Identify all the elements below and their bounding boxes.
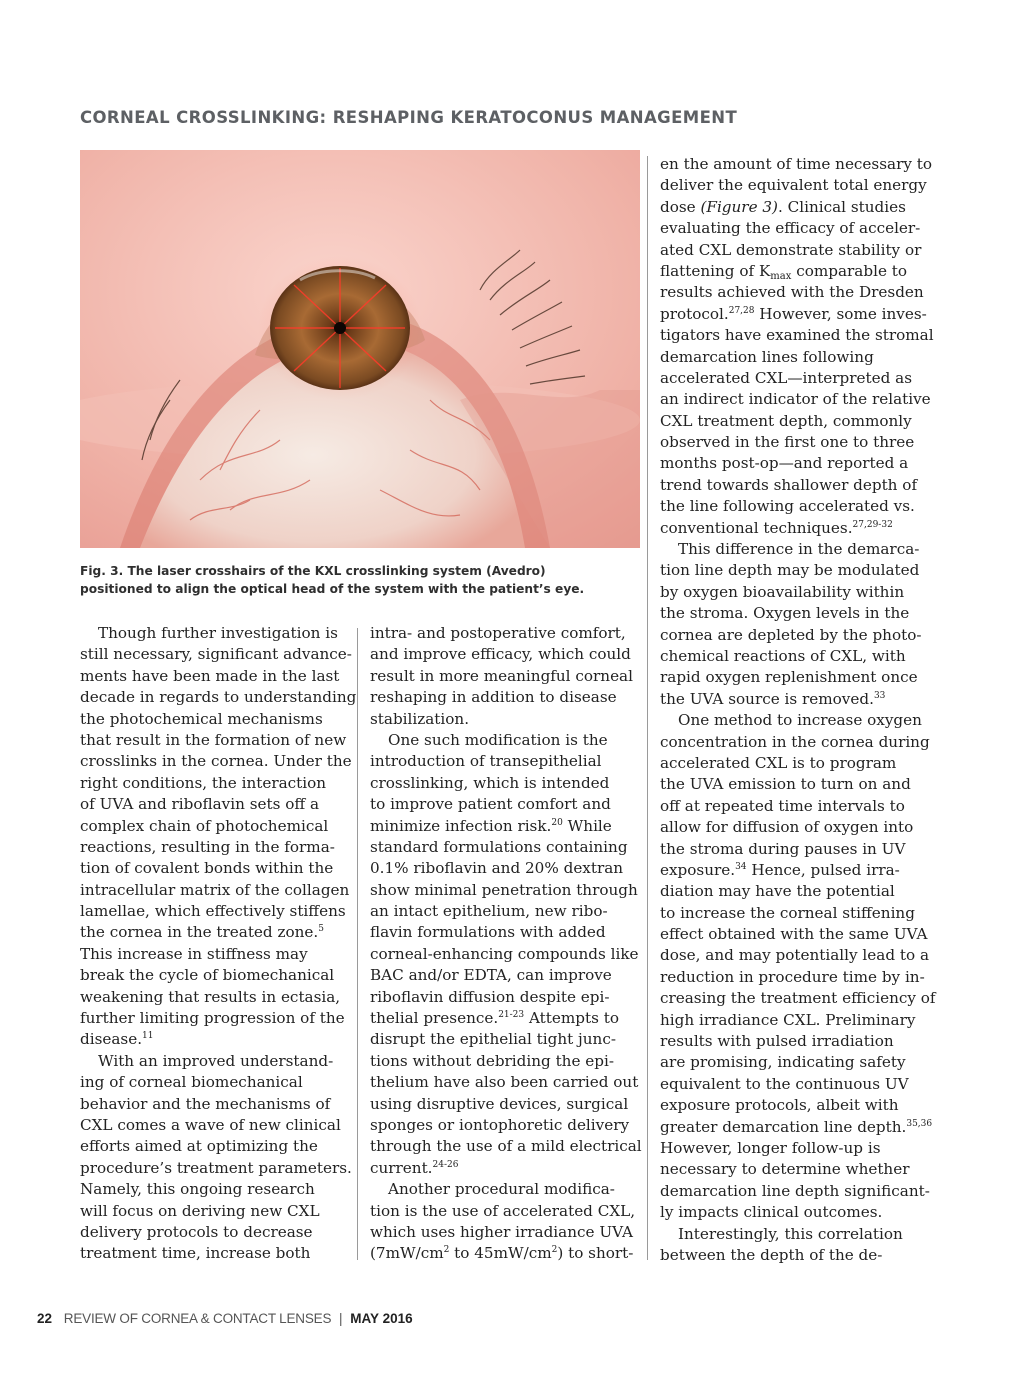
text-line	[80, 644, 352, 665]
text-line	[660, 1095, 932, 1116]
text-line	[80, 1136, 352, 1157]
line-text: 0.1% riboflavin and 20% dextran	[370, 859, 624, 878]
line-text: cornea are depleted by the photo-	[660, 625, 922, 644]
line-text: result in more meaningful corneal	[370, 666, 633, 685]
line-text: effect obtained with the same UVA	[660, 925, 928, 944]
line-text: CXL comes a wave of new clinical	[80, 1115, 341, 1134]
text-line	[660, 1202, 932, 1223]
line-text: Hence, pulsed irra-	[746, 860, 900, 879]
text-line	[660, 625, 932, 646]
line-text: will focus on deriving new CXL	[80, 1201, 320, 1220]
line-text: current.	[370, 1158, 433, 1177]
eye-photo-figure	[80, 150, 640, 548]
line-text: ly impacts clinical outcomes.	[660, 1203, 883, 1222]
line-text: tigators have examined the stromal	[660, 326, 934, 345]
text-line	[370, 901, 642, 922]
text-line	[660, 796, 932, 817]
text-line	[80, 1222, 352, 1243]
text-line	[660, 411, 932, 432]
line-text: greater demarcation line depth.	[660, 1117, 907, 1136]
text-line	[660, 1245, 932, 1266]
text-line	[370, 816, 642, 837]
line-text: the photochemical mechanisms	[80, 709, 323, 728]
text-line	[370, 837, 642, 858]
line-text: further limiting progression of the	[80, 1009, 345, 1028]
line-text: dose	[660, 197, 701, 216]
text-line	[80, 794, 352, 815]
text-line	[370, 751, 642, 772]
text-line	[370, 1179, 642, 1200]
line-text: weakening that results in ectasia,	[80, 987, 341, 1006]
line-text: tion line depth may be modulated	[660, 561, 920, 580]
text-line	[660, 646, 932, 667]
text-line	[370, 1136, 642, 1157]
text-line	[370, 709, 642, 730]
line-text: through the use of a mild electrical	[370, 1137, 642, 1156]
line-text: tion is the use of accelerated CXL,	[370, 1201, 636, 1220]
line-text: an indirect indicator of the relative	[660, 390, 931, 409]
line-text: concentration in the cornea during	[660, 732, 930, 751]
line-text: Though further investigation is	[98, 624, 338, 642]
line-text: disease.	[80, 1030, 143, 1049]
line-text: off at repeated time intervals to	[660, 796, 905, 815]
text-line	[660, 839, 932, 860]
text-line	[80, 1115, 352, 1136]
line-text: flavin formulations with added	[370, 923, 606, 942]
line-text: allow for diffusion of oxygen into	[660, 818, 914, 837]
text-line	[370, 858, 642, 879]
figure-caption	[80, 562, 646, 598]
line-text: behavior and the mechanisms of	[80, 1094, 331, 1113]
citation-superscript: 34	[735, 861, 747, 872]
text-line	[660, 518, 932, 539]
line-text: ) to short-	[557, 1244, 634, 1263]
line-text: crosslinking, which is intended	[370, 773, 610, 792]
line-text: reduction in procedure time by in-	[660, 967, 925, 986]
line-text: by oxygen bioavailability within	[660, 582, 905, 601]
line-text: necessary to determine whether	[660, 1160, 910, 1179]
text-line	[660, 860, 932, 881]
text-line	[370, 1243, 642, 1264]
line-text: BAC and/or EDTA, can improve	[370, 966, 612, 985]
line-text: equivalent to the continuous UV	[660, 1074, 909, 1093]
text-line	[80, 944, 352, 965]
line-text: still necessary, significant advance-	[80, 645, 352, 664]
citation-superscript: 11	[142, 1031, 154, 1042]
text-line	[660, 667, 932, 688]
line-text: intracellular matrix of the collagen	[80, 880, 350, 899]
text-line	[370, 1115, 642, 1136]
body-column-3	[660, 154, 936, 1266]
line-text: that result in the formation of new	[80, 730, 347, 749]
line-text: One such modification is the	[388, 730, 608, 749]
text-line	[370, 1029, 642, 1050]
line-text: . Clinical studies	[777, 197, 906, 216]
text-line	[80, 773, 352, 794]
line-text: accelerated CXL—interpreted as	[660, 368, 913, 387]
line-text: the stroma. Oxygen levels in the	[660, 604, 910, 623]
text-line	[80, 1094, 352, 1115]
subscript: max	[770, 270, 792, 282]
text-line	[370, 987, 642, 1008]
footer-separator: |	[339, 1311, 343, 1326]
line-text: crosslinks in the cornea. Under the	[80, 752, 352, 771]
text-line	[660, 881, 932, 902]
text-line	[660, 154, 932, 175]
text-line	[660, 1181, 932, 1202]
text-line	[370, 1008, 642, 1029]
line-text: of UVA and riboflavin sets off a	[80, 795, 320, 814]
line-text: accelerated CXL is to program	[660, 753, 897, 772]
page-footer	[37, 1311, 413, 1326]
line-text: sponges or iontophoretic delivery	[370, 1115, 630, 1134]
column-divider	[357, 628, 358, 1260]
text-line	[660, 753, 932, 774]
caption-line: positioned to align the optical head of the system with the patient’s eye.	[80, 582, 585, 596]
eye-illustration	[80, 150, 640, 548]
line-text: results achieved with the Dresden	[660, 283, 924, 302]
text-line	[660, 689, 932, 710]
line-text: decade in regards to understanding	[80, 688, 357, 707]
line-text: riboflavin diffusion despite epi-	[370, 987, 610, 1006]
text-line	[370, 965, 642, 986]
page-number: 22	[37, 1311, 53, 1326]
text-line	[660, 1031, 932, 1052]
text-line	[660, 1074, 932, 1095]
text-line	[370, 1158, 642, 1179]
text-line	[80, 1179, 352, 1200]
line-text: months post-op—and reported a	[660, 454, 909, 473]
line-text: evaluating the efficacy of acceler-	[660, 219, 921, 238]
line-text: the stroma during pauses in UV	[660, 839, 906, 858]
text-line	[80, 987, 352, 1008]
column-divider	[647, 156, 648, 1260]
line-text: standard formulations containing	[370, 837, 628, 856]
text-line	[370, 644, 642, 665]
line-text: the UVA emission to turn on and	[660, 775, 911, 794]
line-text: stabilization.	[370, 709, 470, 728]
citation-superscript: 24-26	[432, 1159, 459, 1170]
text-line	[370, 1094, 642, 1115]
issue-date: MAY 2016	[350, 1311, 413, 1326]
text-line	[660, 903, 932, 924]
line-text: dose, and may potentially lead to a	[660, 946, 930, 965]
text-line	[370, 922, 642, 943]
text-line	[660, 282, 932, 303]
line-text: the cornea in the treated zone.	[80, 923, 319, 942]
text-line	[80, 709, 352, 730]
citation-superscript: 27,29-32	[852, 519, 893, 530]
text-line	[660, 924, 932, 945]
line-text: lamellae, which effectively stiffens	[80, 902, 346, 921]
line-text: using disruptive devices, surgical	[370, 1094, 629, 1113]
line-text: the line following accelerated vs.	[660, 497, 915, 516]
line-text: to 45mW/cm	[449, 1244, 552, 1263]
line-text: which uses higher irradiance UVA	[370, 1222, 634, 1241]
line-text: right conditions, the interaction	[80, 773, 327, 792]
line-text: ated CXL demonstrate stability or	[660, 240, 922, 259]
line-text: reshaping in addition to disease	[370, 688, 617, 707]
text-line	[370, 794, 642, 815]
line-text: thelium have also been carried out	[370, 1073, 639, 1092]
text-line	[660, 817, 932, 838]
text-line	[370, 1051, 642, 1072]
line-text: to increase the corneal stiffening	[660, 903, 915, 922]
line-text: to improve patient comfort and	[370, 795, 611, 814]
citation-superscript: 20	[551, 817, 563, 828]
line-text: conventional techniques.	[660, 518, 853, 537]
text-line	[660, 988, 936, 1009]
line-text: intra- and postoperative comfort,	[370, 624, 626, 642]
text-line	[660, 732, 932, 753]
text-line	[660, 774, 932, 795]
text-line	[660, 1159, 932, 1180]
line-text: between the depth of the de-	[660, 1245, 883, 1264]
text-line	[370, 1072, 642, 1093]
text-line	[80, 1008, 352, 1029]
text-line	[660, 603, 932, 624]
text-line	[660, 218, 932, 239]
line-text: comparable to	[791, 261, 908, 280]
text-line	[370, 880, 642, 901]
text-line	[370, 687, 642, 708]
text-line	[80, 1201, 352, 1222]
text-line	[660, 304, 932, 325]
line-text: demarcation lines following	[660, 347, 874, 366]
text-line	[660, 582, 932, 603]
line-text: (7mW/cm	[370, 1244, 444, 1263]
text-line	[80, 1051, 352, 1072]
line-text: efforts aimed at optimizing the	[80, 1137, 318, 1156]
text-line	[660, 967, 932, 988]
text-line	[80, 858, 352, 879]
text-line	[660, 1052, 932, 1073]
line-text: show minimal penetration through	[370, 880, 638, 899]
line-text: protocol.	[660, 304, 729, 323]
text-line	[660, 1138, 932, 1159]
caption-line: Fig. 3. The laser crosshairs of the KXL crosslinking system (Avedro)	[80, 564, 546, 578]
line-text: delivery protocols to decrease	[80, 1222, 313, 1241]
line-text: rapid oxygen replenishment once	[660, 668, 918, 687]
line-text: Another procedural modifica-	[388, 1180, 615, 1199]
text-line	[80, 816, 352, 837]
citation-superscript: 27,28	[728, 305, 755, 316]
text-line	[660, 1117, 932, 1138]
line-text: the UVA source is removed.	[660, 689, 874, 708]
text-line	[80, 751, 352, 772]
line-text: treatment time, increase both	[80, 1244, 311, 1263]
line-text: tions without debriding the epi-	[370, 1051, 614, 1070]
line-text: thelial presence.	[370, 1009, 499, 1028]
text-line	[80, 837, 352, 858]
line-text: This difference in the demarca-	[678, 540, 920, 559]
line-text: observed in the first one to three	[660, 433, 915, 452]
text-line	[660, 389, 932, 410]
line-text: chemical reactions of CXL, with	[660, 646, 906, 665]
line-text: complex chain of photochemical	[80, 816, 329, 835]
text-line	[80, 1072, 352, 1093]
figure-reference: (Figure 3)	[700, 197, 778, 216]
text-line	[660, 539, 932, 560]
text-line	[660, 368, 932, 389]
text-line	[370, 666, 642, 687]
line-text: ing of corneal biomechanical	[80, 1073, 303, 1092]
text-line	[80, 666, 352, 687]
text-line	[660, 432, 932, 453]
citation-superscript: 5	[318, 924, 324, 935]
text-line	[80, 1243, 352, 1264]
text-line	[80, 1158, 352, 1179]
line-text: procedure’s treatment parameters.	[80, 1158, 352, 1177]
text-line	[660, 475, 932, 496]
text-line	[660, 325, 932, 346]
line-text: Namely, this ongoing research	[80, 1180, 315, 1199]
text-line	[660, 1224, 932, 1245]
line-text: results with pulsed irradiation	[660, 1032, 894, 1051]
line-text: exposure.	[660, 860, 736, 879]
text-line	[370, 1222, 642, 1243]
body-column-2	[370, 623, 642, 1265]
text-line	[660, 347, 932, 368]
text-line	[660, 496, 932, 517]
line-text: However, longer follow-up is	[660, 1138, 881, 1157]
text-line	[80, 880, 352, 901]
text-line	[660, 453, 932, 474]
line-text: While	[562, 816, 612, 835]
line-text: exposure protocols, albeit with	[660, 1096, 899, 1115]
line-text: However, some inves-	[754, 304, 927, 323]
line-text: reactions, resulting in the forma-	[80, 837, 335, 856]
text-line	[370, 944, 642, 965]
line-text: break the cycle of biomechanical	[80, 966, 335, 985]
text-line	[80, 687, 357, 708]
text-line	[660, 261, 932, 282]
line-text: tion of covalent bonds within the	[80, 859, 334, 878]
text-line	[80, 730, 352, 751]
text-line	[370, 623, 642, 644]
citation-superscript: 2	[443, 1245, 450, 1256]
text-line	[370, 730, 642, 751]
line-text: Interestingly, this correlation	[678, 1224, 903, 1243]
body-column-1	[80, 623, 357, 1265]
line-text: corneal-enhancing compounds like	[370, 944, 639, 963]
text-line	[660, 1010, 932, 1031]
citation-superscript: 33	[873, 690, 886, 701]
line-text: trend towards shallower depth of	[660, 475, 918, 494]
text-line	[80, 901, 352, 922]
line-text: disrupt the epithelial tight junc-	[370, 1030, 616, 1049]
text-line	[370, 1201, 642, 1222]
publication-name: REVIEW OF CORNEA & CONTACT LENSES	[63, 1311, 332, 1326]
line-text: Attempts to	[524, 1009, 619, 1028]
line-text: This increase in stiffness may	[80, 944, 308, 963]
line-text: diation may have the potential	[660, 882, 895, 901]
text-line	[660, 175, 932, 196]
line-text: One method to increase oxygen	[678, 711, 922, 730]
line-text: demarcation line depth significant-	[660, 1181, 930, 1200]
text-line	[370, 773, 642, 794]
running-header: CORNEAL CROSSLINKING: RESHAPING KERATOCONUS MANAGEMENT	[80, 108, 738, 127]
text-line	[660, 197, 932, 218]
line-text: creasing the treatment efficiency of	[660, 989, 936, 1008]
line-text: introduction of transepithelial	[370, 752, 602, 771]
citation-superscript: 2	[551, 1245, 558, 1256]
line-text: CXL treatment depth, commonly	[660, 411, 912, 430]
text-line	[660, 945, 932, 966]
line-text: en the amount of time necessary to	[660, 155, 932, 173]
text-line	[660, 710, 932, 731]
line-text: and improve efficacy, which could	[370, 645, 631, 664]
line-text: high irradiance CXL. Preliminary	[660, 1010, 916, 1029]
line-text: minimize infection risk.	[370, 816, 552, 835]
line-text: ments have been made in the last	[80, 666, 340, 685]
line-text: an intact epithelium, new ribo-	[370, 902, 608, 921]
line-text: deliver the equivalent total energy	[660, 176, 927, 195]
text-line	[80, 1029, 352, 1050]
text-line	[80, 922, 352, 943]
text-line	[660, 240, 932, 261]
line-text: flattening of K	[660, 261, 771, 280]
text-line	[80, 623, 352, 644]
line-text: With an improved understand-	[98, 1051, 334, 1070]
line-text: are promising, indicating safety	[660, 1053, 906, 1072]
citation-superscript: 35,36	[906, 1118, 933, 1129]
citation-superscript: 21-23	[498, 1010, 525, 1021]
text-line	[80, 965, 352, 986]
text-line	[660, 560, 932, 581]
